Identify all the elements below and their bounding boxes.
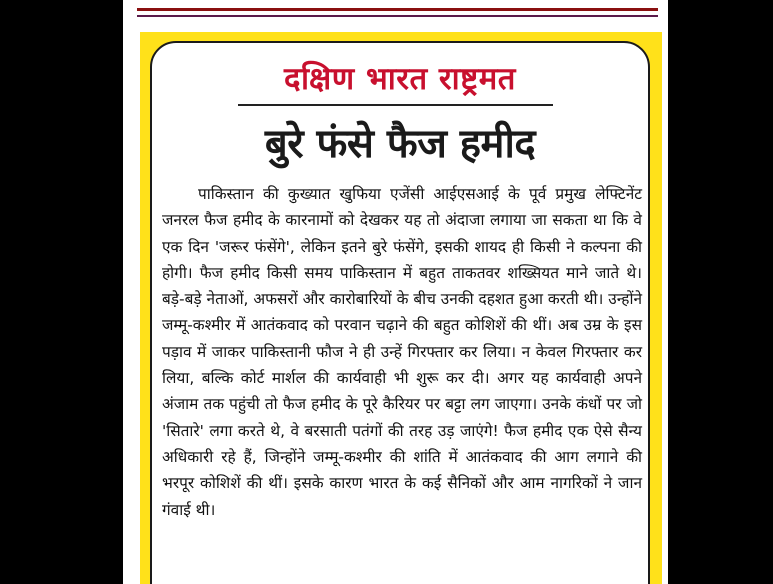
top-rule	[137, 8, 658, 11]
yellow-frame	[140, 32, 662, 584]
article-card	[150, 41, 650, 584]
newspaper-clipping	[123, 0, 668, 584]
article-body: पाकिस्तान की कुख्यात खुफिया एजेंसी आईएसआई के पूर्व प्रमुख लेफ्टिनेंट जनरल फैज हमीद के कारनामों को देखकर यह तो अंदाजा लगाया जा सकता था कि वे एक दिन 'जरूर फंसेंगे', लेकिन इतने बुरे फंसेंगे, इसकी शायद ही किसी ने कल्पना की होगी। फैज हमीद किसी समय पाकिस्तान में बहुत ताकतवर शख्सियत माने जाते थे। बड़े-बड़े नेताओं, अफसरों और कारोबारियों के बीच उनकी दहशत हुआ करती थी। उन्होंने जम्मू-कश्मीर में आतंकवाद को परवान चढ़ाने की बहुत कोशिशें की थीं। अब उम्र के इस पड़ाव में जाकर पाकिस्तानी फौज ने ही उन्हें गिरफ्तार कर लिया। न केवल गिरफ्तार कर लिया, बल्कि कोर्ट मार्शल की कार्यवाही भी शुरू कर दी। अगर यह कार्यवाही अपने अंजाम तक पहुंची तो फैज हमीद के पूरे कैरियर पर बट्टा लग जाएगा। उनके कंधों पर जो 'सितारे' लगा करते थे, वे बरसाती पतंगों की तरह उड़ जाएंगे! फैज हमीद एक ऐसे सैन्य अधिकारी रहे हैं, जिन्होंने जम्मू-कश्मीर की शांति में आतंकवाद की आग लगाने की भरपूर कोशिशें की थीं। इसके कारण भारत के कई सैनिकों और आम नागरिकों ने जान गंवाई थी।	[162, 185, 642, 519]
top-rule-secondary	[137, 15, 658, 17]
title-divider	[238, 104, 553, 106]
article-headline: बुरे फंसे फैज हमीद	[264, 121, 536, 167]
newspaper-title: दक्षिण भारत राष्ट्रमत	[284, 61, 516, 97]
